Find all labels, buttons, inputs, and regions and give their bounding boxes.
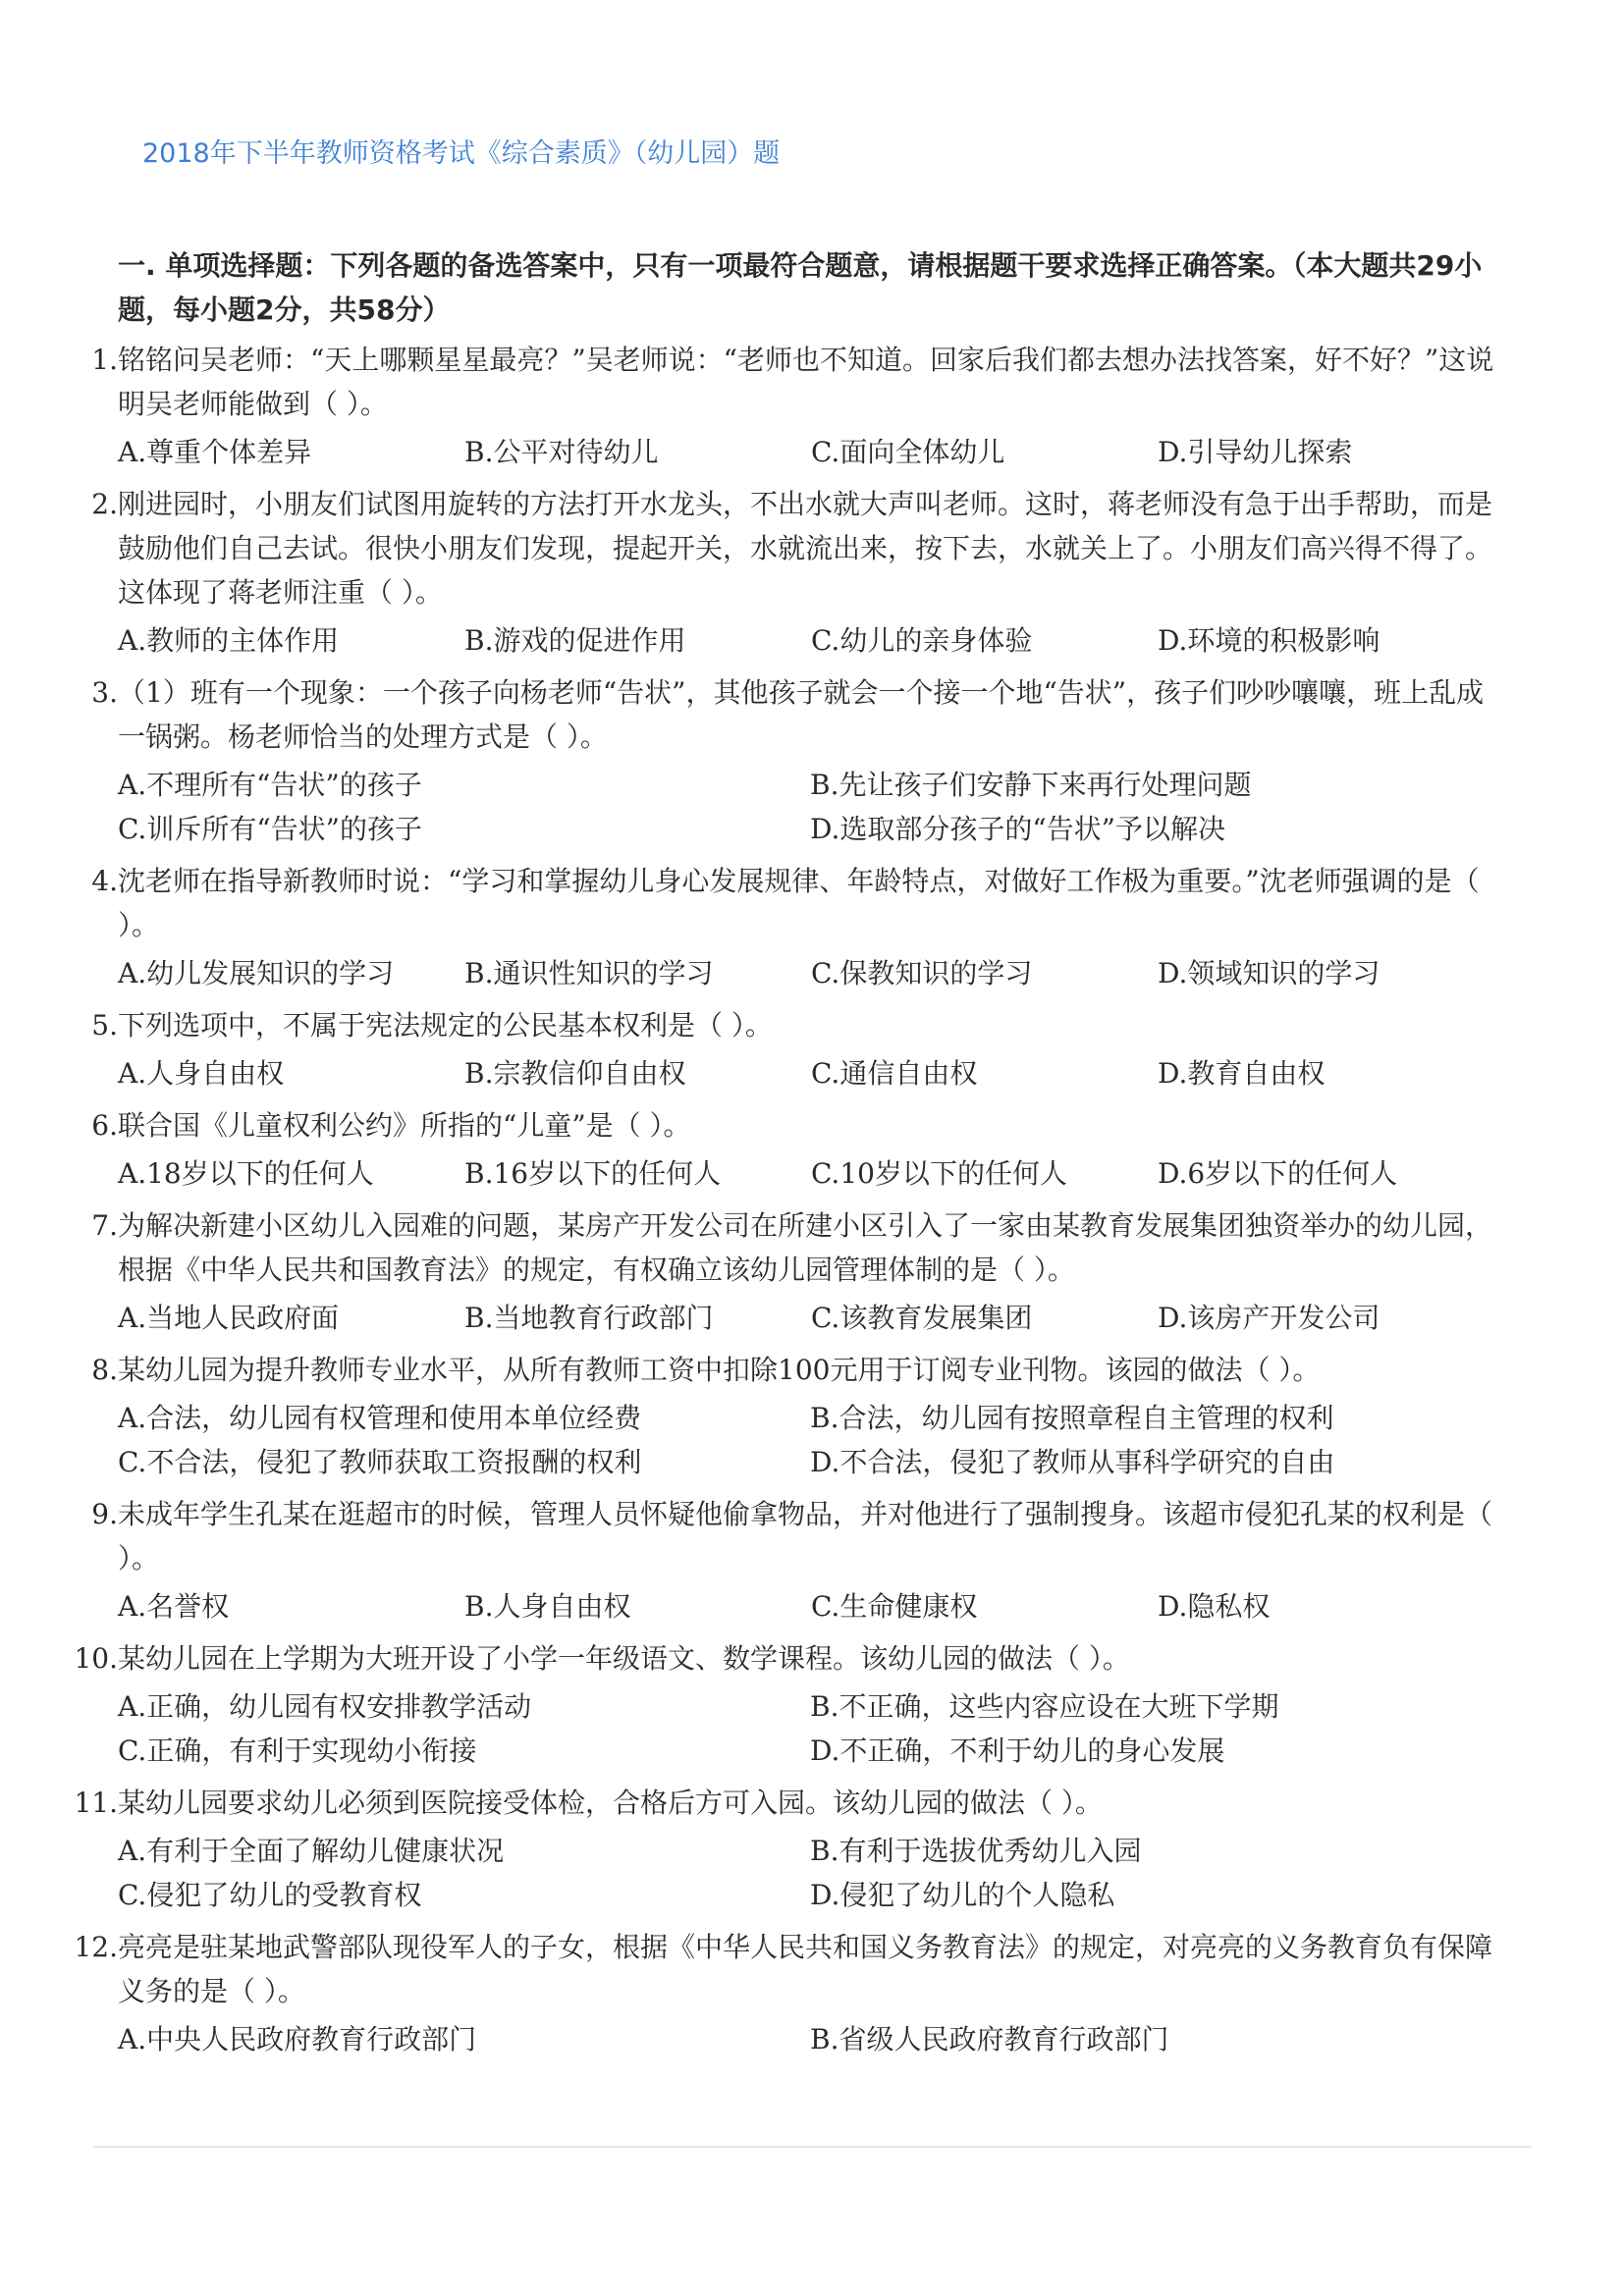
question-text: 下列选项中，不属于宪法规定的公民基本权利是（ ）。 [118,1009,773,1041]
answer-option: D.隐私权 [1158,1590,1271,1623]
answer-option: B.当地教育行政部门 [464,1302,714,1334]
answer-option: B.先让孩子们安静下来再行处理问题 [810,769,1252,801]
question-number: 6. [91,1109,118,1142]
answer-option: A.当地人民政府面 [118,1302,340,1334]
question-text: 亮亮是驻某地武警部队现役军人的子女，根据《中华人民共和国义务教育法》的规定，对亮亮的义务教育负有保障义务的是（ ）。 [118,1931,1493,2007]
answer-option: C.该教育发展集团 [811,1302,1033,1334]
answer-option: A.正确，幼儿园有权安排教学活动 [118,1690,532,1723]
question-10 [0,1636,1623,1781]
question-stem [91,1103,1502,1151]
answer-options [118,1684,1502,1781]
question-stem [91,670,1502,763]
answer-option: A.尊重个体差异 [118,436,312,468]
question-stem [91,338,1502,430]
answer-option: B.人身自由权 [464,1590,631,1623]
question-4 [0,859,1623,1003]
answer-options [118,618,1502,670]
question-text: 某幼儿园在上学期为大班开设了小学一年级语文、数学课程。该幼儿园的做法（ ）。 [118,1642,1130,1675]
answer-option: D.引导幼儿探索 [1158,436,1353,468]
answer-option: B.不正确，这些内容应设在大班下学期 [810,1690,1279,1723]
answer-options [118,1296,1502,1348]
question-number: 1. [91,344,118,376]
answer-option: C.10岁以下的任何人 [811,1157,1067,1190]
question-11 [0,1781,1623,1925]
answer-option: A.合法，幼儿园有权管理和使用本单位经费 [118,1402,642,1434]
question-text: 某幼儿园为提升教师专业水平，从所有教师工资中扣除100元用于订阅专业刊物。该园的做法（ ）。 [118,1354,1321,1386]
answer-option: D.教育自由权 [1158,1057,1325,1090]
answer-option: C.通信自由权 [811,1057,978,1090]
answer-option: C.面向全体幼儿 [811,436,1005,468]
question-12 [0,1925,1623,2069]
answer-option: B.省级人民政府教育行政部门 [810,2023,1169,2056]
question-number: 8. [91,1354,118,1386]
answer-option: B.公平对待幼儿 [464,436,659,468]
answer-option: C.训斥所有“告状”的孩子 [118,813,422,845]
question-2 [0,482,1623,670]
answer-options [118,763,1502,859]
answer-option: D.领域知识的学习 [1158,957,1380,989]
answer-option: C.侵犯了幼儿的受教育权 [118,1879,422,1911]
answer-option: C.生命健康权 [811,1590,978,1623]
answer-option: A.名誉权 [118,1590,230,1623]
answer-option: B.通识性知识的学习 [464,957,714,989]
question-7 [0,1203,1623,1348]
question-number: 5. [91,1009,118,1041]
answer-option: B.游戏的促进作用 [464,624,686,657]
question-number: 10. [74,1642,118,1675]
answer-option: A.中央人民政府教育行政部门 [118,2023,477,2056]
answer-option: B.合法，幼儿园有按照章程自主管理的权利 [810,1402,1334,1434]
question-text: 刚进园时，小朋友们试图用旋转的方法打开水龙头，不出水就大声叫老师。这时，蒋老师没有急于出手帮助，而是鼓励他们自己去试。很快小朋友们发现，提起开关，水就流出来，按下去，水就关上了。小朋友们高兴得不得了。这体现了蒋老师注重（ ）。 [118,488,1493,609]
question-number: 2. [91,488,118,520]
answer-option: B.有利于选拔优秀幼儿入园 [810,1835,1142,1867]
answer-option: D.不合法，侵犯了教师从事科学研究的自由 [810,1446,1335,1478]
question-text: 未成年学生孔某在逛超市的时候，管理人员怀疑他偷拿物品，并对他进行了强制搜身。该超市侵犯孔某的权利是（ ）。 [118,1498,1493,1575]
answer-option: C.不合法，侵犯了教师获取工资报酬的权利 [118,1446,642,1478]
question-text: 铭铭问吴老师：“天上哪颗星星最亮？”吴老师说：“老师也不知道。回家后我们都去想办法找答案，好不好？”这说明吴老师能做到（ ）。 [118,344,1494,420]
answer-option: A.18岁以下的任何人 [118,1157,374,1190]
answer-options [118,951,1502,1003]
question-stem [91,482,1502,618]
answer-options [118,1396,1502,1492]
question-stem [74,1925,1502,2017]
answer-option: A.教师的主体作用 [118,624,340,657]
question-8 [0,1348,1623,1492]
question-text: 某幼儿园要求幼儿必须到医院接受体检，合格后方可入园。该幼儿园的做法（ ）。 [118,1787,1103,1819]
divider [93,2146,1532,2148]
answer-options [118,1584,1502,1636]
question-text: 为解决新建小区幼儿入园难的问题，某房产开发公司在所建小区引入了一家由某教育发展集团独资举办的幼儿园，根据《中华人民共和国教育法》的规定，有权确立该幼儿园管理体制的是（ ）。 [118,1209,1493,1286]
answer-option: C.幼儿的亲身体验 [811,624,1033,657]
answer-option: D.不正确，不利于幼儿的身心发展 [810,1735,1225,1767]
question-number: 11. [74,1787,118,1819]
answer-option: D.环境的积极影响 [1158,624,1380,657]
question-6 [0,1103,1623,1203]
answer-option: D.该房产开发公司 [1158,1302,1380,1334]
question-number: 3. [91,676,118,709]
question-stem [91,1003,1502,1051]
question-5 [0,1003,1623,1103]
question-text: （1）班有一个现象：一个孩子向杨老师“告状”，其他孩子就会一个接一个地“告状”，孩子们吵吵嚷嚷，班上乱成一锅粥。杨老师恰当的处理方式是（ ）。 [118,676,1485,753]
answer-option: B.16岁以下的任何人 [464,1157,722,1190]
question-number: 12. [74,1931,118,1963]
answer-option: D.选取部分孩子的“告状”予以解决 [810,813,1225,845]
question-stem [74,1781,1502,1829]
question-stem [91,1348,1502,1396]
answer-option: A.幼儿发展知识的学习 [118,957,395,989]
answer-options [118,2017,1502,2069]
answer-option: D.6岁以下的任何人 [1158,1157,1398,1190]
question-text: 联合国《儿童权利公约》所指的“儿童”是（ ）。 [118,1109,691,1142]
answer-option: A.不理所有“告状”的孩子 [118,769,422,801]
answer-option: C.正确，有利于实现幼小衔接 [118,1735,477,1767]
question-stem [91,1203,1502,1296]
question-stem [91,1492,1502,1584]
question-number: 9. [91,1498,118,1530]
answer-option: D.侵犯了幼儿的个人隐私 [810,1879,1115,1911]
answer-options [118,1829,1502,1925]
answer-option: B.宗教信仰自由权 [464,1057,686,1090]
question-number: 4. [91,865,118,897]
answer-options [118,1151,1502,1203]
answer-options [118,430,1502,482]
answer-option: C.保教知识的学习 [811,957,1033,989]
answer-option: A.有利于全面了解幼儿健康状况 [118,1835,505,1867]
answer-options [118,1051,1502,1103]
question-1 [0,338,1623,482]
page-title: 2018年下半年教师资格考试《综合素质》（幼儿园）题 [142,138,781,169]
question-stem [74,1636,1502,1684]
question-number: 7. [91,1209,118,1242]
question-9 [0,1492,1623,1636]
question-3 [0,670,1623,859]
question-stem [91,859,1502,951]
question-list [0,338,1623,2069]
section-heading: 一. 单项选择题：下列各题的备选答案中，只有一项最符合题意，请根据题干要求选择正确答案。（本大题共29小题，每小题2分，共58分） [118,249,1483,326]
answer-option: A.人身自由权 [118,1057,285,1090]
question-text: 沈老师在指导新教师时说：“学习和掌握幼儿身心发展规律、年龄特点，对做好工作极为重要。”沈老师强调的是（ ）。 [118,865,1480,941]
